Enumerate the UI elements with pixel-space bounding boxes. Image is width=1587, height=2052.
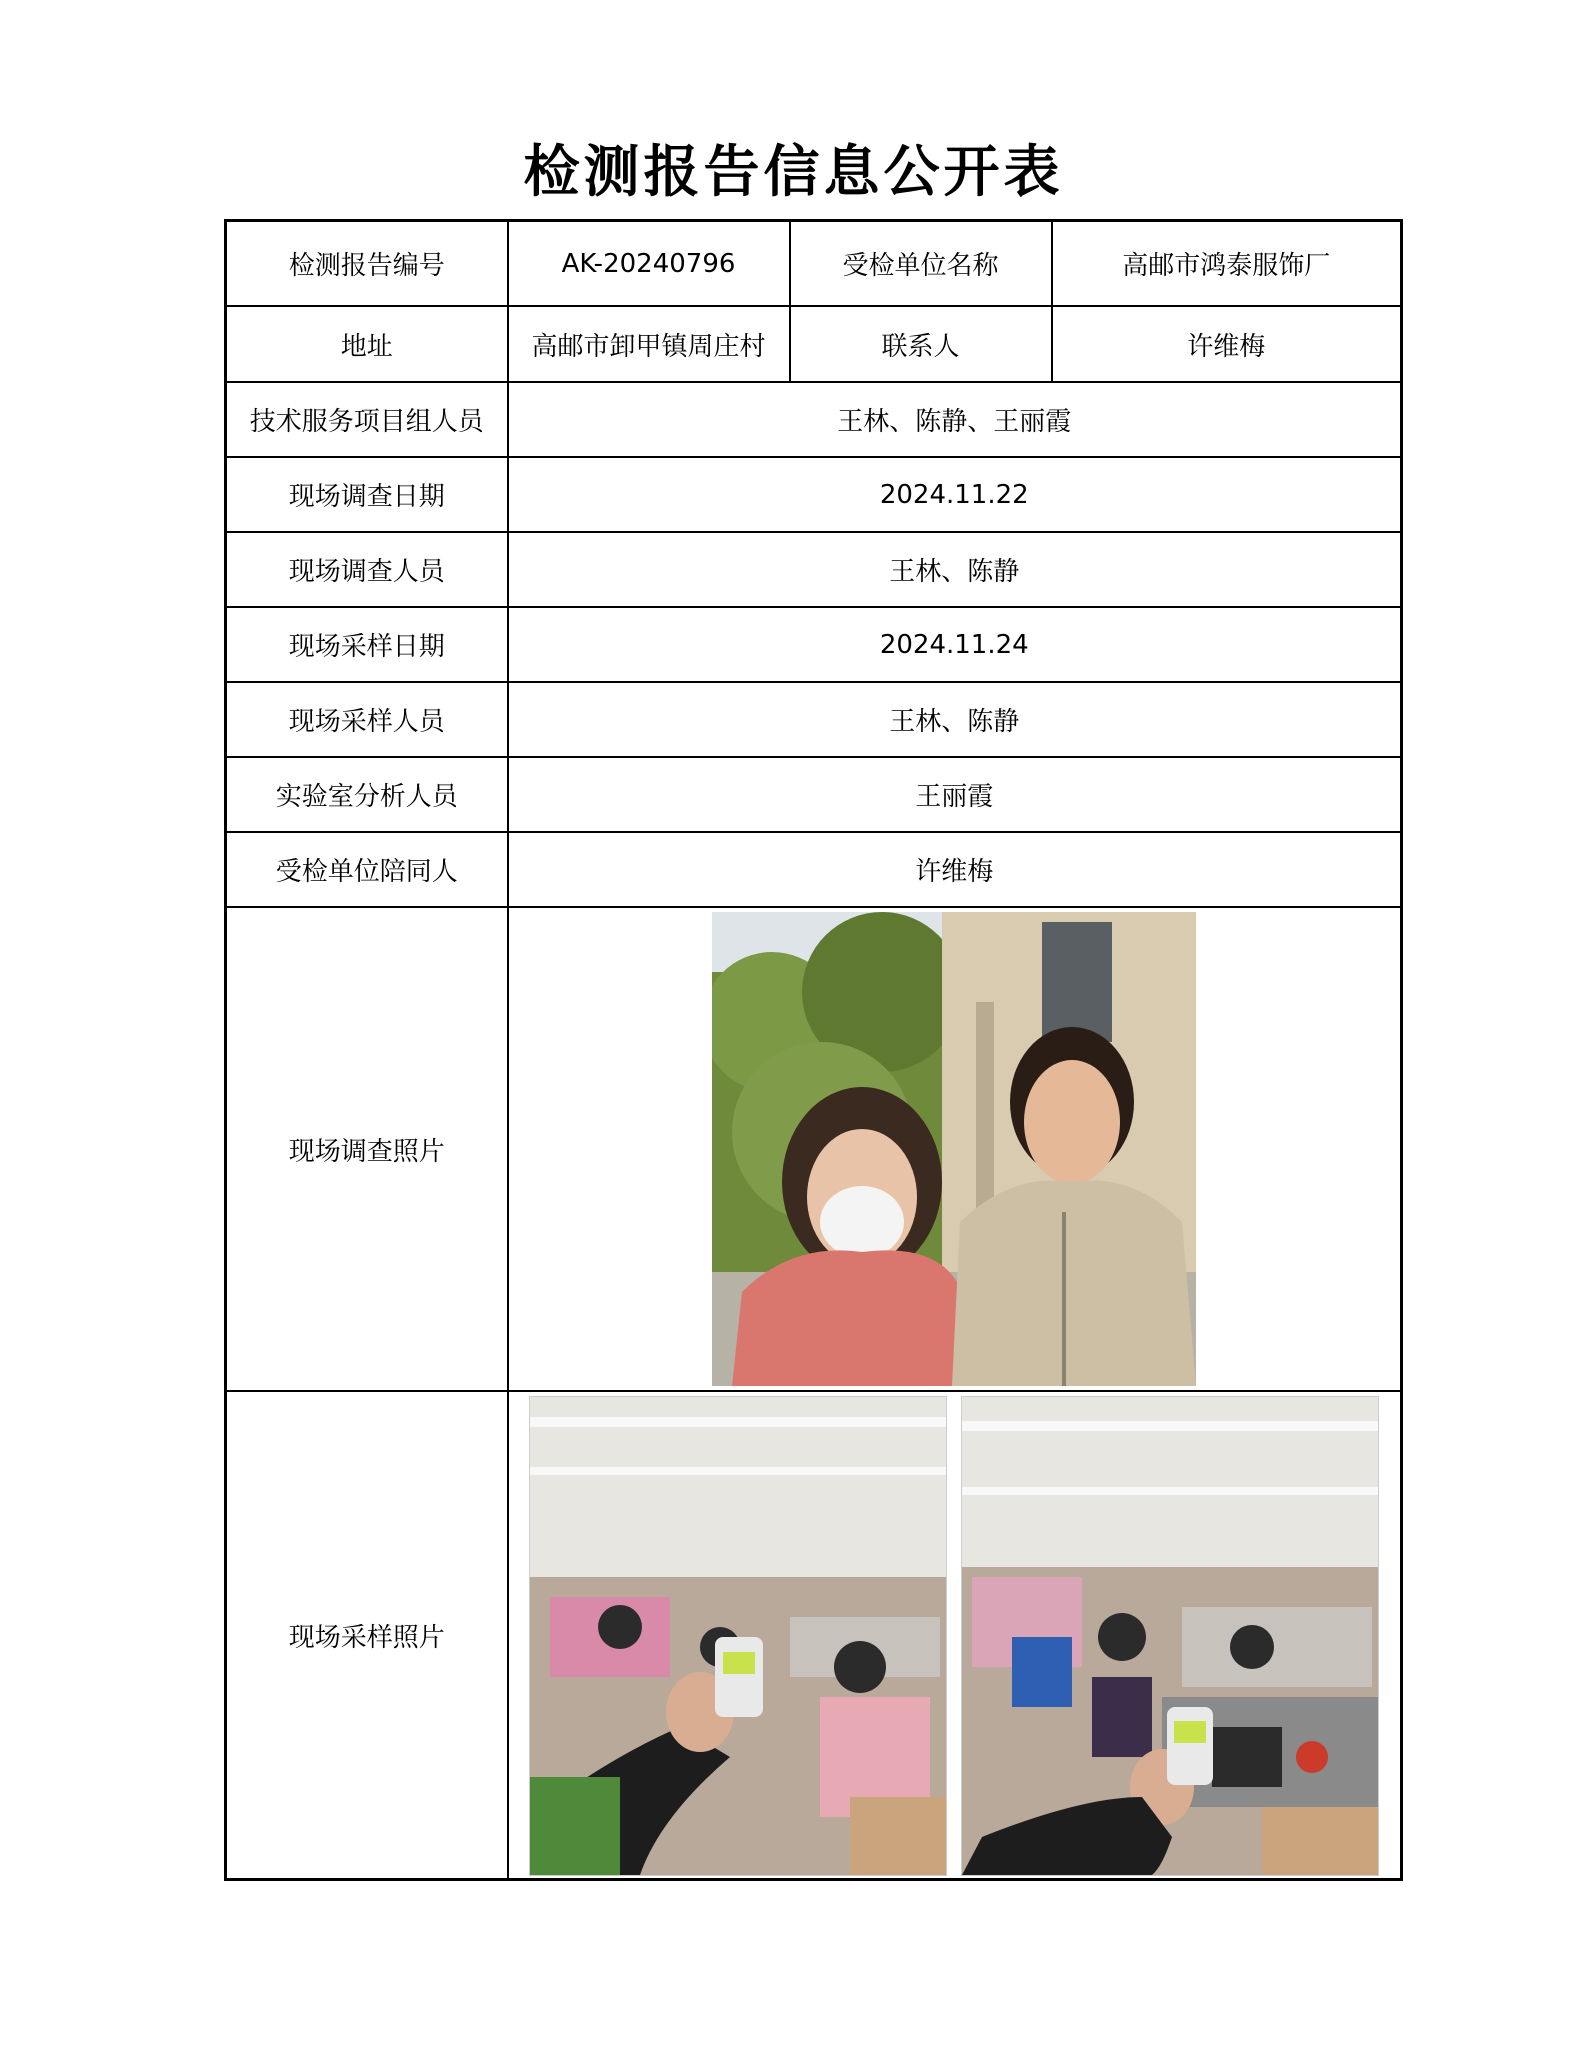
unit-name-value: 高邮市鸿泰服饰厂 xyxy=(1052,221,1402,307)
table-row xyxy=(226,306,1402,382)
contact-value: 许维梅 xyxy=(1052,306,1402,382)
survey-date-label: 现场调查日期 xyxy=(226,457,508,532)
survey-photo-label: 现场调查照片 xyxy=(226,907,508,1391)
sampling-photo-right-image xyxy=(962,1397,1378,1875)
sampling-photos xyxy=(509,1396,1401,1874)
report-table xyxy=(224,219,1403,1881)
sampling-photo-cell xyxy=(508,1391,1402,1880)
table-row xyxy=(226,457,1402,532)
survey-staff-value: 王林、陈静 xyxy=(508,532,1402,607)
table-row xyxy=(226,382,1402,457)
table-row xyxy=(226,221,1402,307)
lab-staff-value: 王丽霞 xyxy=(508,757,1402,832)
sampling-photo-label: 现场采样照片 xyxy=(226,1391,508,1880)
contact-label: 联系人 xyxy=(790,306,1052,382)
page-title: 检测报告信息公开表 xyxy=(523,140,1064,205)
table-row xyxy=(226,532,1402,607)
table-row xyxy=(226,682,1402,757)
sampling-date-label: 现场采样日期 xyxy=(226,607,508,682)
address-label: 地址 xyxy=(226,306,508,382)
sampling-date-value: 2024.11.24 xyxy=(508,607,1402,682)
table-row xyxy=(226,832,1402,907)
team-label: 技术服务项目组人员 xyxy=(226,382,508,457)
escort-value: 许维梅 xyxy=(508,832,1402,907)
report-no-value: AK-20240796 xyxy=(508,221,790,307)
sampling-staff-value: 王林、陈静 xyxy=(508,682,1402,757)
report-no-label: 检测报告编号 xyxy=(226,221,508,307)
table-row xyxy=(226,907,1402,1391)
sampling-photo-right xyxy=(961,1396,1379,1876)
team-value: 王林、陈静、王丽霞 xyxy=(508,382,1402,457)
sampling-photo-left xyxy=(529,1396,947,1876)
address-value: 高邮市卸甲镇周庄村 xyxy=(508,306,790,382)
sampling-staff-label: 现场采样人员 xyxy=(226,682,508,757)
survey-staff-label: 现场调查人员 xyxy=(226,532,508,607)
sampling-photo-left-image xyxy=(530,1397,946,1875)
survey-photo-image xyxy=(712,912,1196,1386)
lab-staff-label: 实验室分析人员 xyxy=(226,757,508,832)
survey-photo xyxy=(712,912,1196,1386)
survey-date-value: 2024.11.22 xyxy=(508,457,1402,532)
unit-name-label: 受检单位名称 xyxy=(790,221,1052,307)
table-row xyxy=(226,757,1402,832)
survey-photo-cell xyxy=(508,907,1402,1391)
table-row xyxy=(226,607,1402,682)
escort-label: 受检单位陪同人 xyxy=(226,832,508,907)
table-row xyxy=(226,1391,1402,1880)
